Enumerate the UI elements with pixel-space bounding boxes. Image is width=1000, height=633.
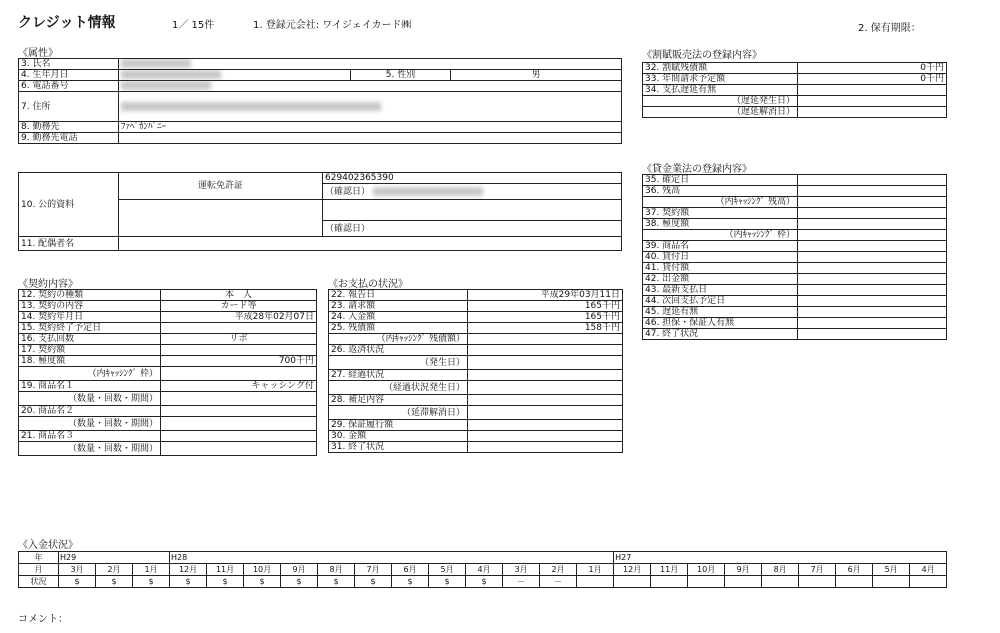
section-installment: 《割賦販売法の登録内容》	[642, 50, 762, 61]
status-cell	[614, 576, 651, 588]
status-cell: $	[318, 576, 355, 588]
redacted-confirm-date	[373, 187, 483, 196]
month-cell: 7月	[355, 564, 392, 576]
status-cell	[910, 576, 947, 588]
section-contract: 《契約内容》	[18, 279, 78, 290]
month-cell: 1月	[133, 564, 170, 576]
month-cell: 8月	[762, 564, 799, 576]
record-count: 1／ 15件	[172, 20, 215, 31]
month-cell: 2月	[96, 564, 133, 576]
row-dob: 4. 生年月日 5. 性別 男	[19, 70, 622, 81]
month-cell: 11月	[651, 564, 688, 576]
month-cell: 3月	[503, 564, 540, 576]
month-cell: 10月	[688, 564, 725, 576]
row-spouse: 11. 配偶者名	[19, 237, 622, 251]
redacted-dob	[121, 70, 221, 79]
status-cell	[873, 576, 910, 588]
row-phone: 6. 電話番号	[19, 81, 622, 92]
row-employer-phone: 9. 勤務先電話	[19, 133, 622, 144]
comment-label: コメント：	[18, 614, 68, 625]
status-cell: $	[170, 576, 207, 588]
deposit-table	[18, 551, 947, 588]
month-cell: 1月	[577, 564, 614, 576]
redacted-phone	[121, 81, 211, 90]
month-cell: 8月	[318, 564, 355, 576]
registrant-company: 1. 登録元会社: ワイジェイカード㈱	[253, 20, 412, 31]
page-title: クレジット情報	[18, 15, 116, 31]
redacted-name	[121, 59, 191, 68]
month-cell: 7月	[799, 564, 836, 576]
month-cell: 12月	[614, 564, 651, 576]
month-cell: 12月	[170, 564, 207, 576]
status-cell	[799, 576, 836, 588]
attributes-table	[18, 58, 622, 144]
contract-table: 12. 契約の種類 本 人 13. 契約の内容 カード等 14. 契約年月日 平成28年02月07日 15. 契約終了予定日 16. 支払回数 リボ 17. 契約額 18. 極度額 700千円 （内ｷｬｯｼﾝｸﾞ 枠） 19. 商品名１ キャッシング付 （数量・回数・期間） 20. 商品名２ （数量・回数・期間） 21. 商品名３ （数量・回数・期間）	[18, 289, 317, 456]
month-cell: 5月	[429, 564, 466, 576]
status-cell: $	[244, 576, 281, 588]
status-cell: $	[59, 576, 96, 588]
status-label: 状況	[19, 576, 59, 588]
status-cell: $	[96, 576, 133, 588]
payment-table: 22. 報告日 平成29年03月11日 23. 請求額 165千円 24. 入金額 165千円 25. 残債額 158千円 （内ｷｬｯｼﾝｸﾞ 残債額） 26. 返済状況 （発生日） 27. 経過状況 （経過状況発生日） 28. 補足内容 （延滞解消日） 29. 保証履行額 30. 金額 31. 終了状況	[328, 289, 623, 453]
moneylending-table: 35. 確定日 36. 残高 （内ｷｬｯｼﾝｸﾞ 残高） 37. 契約額 38. 極度額 （内ｷｬｯｼﾝｸﾞ 枠） 39. 商品名 40. 貸付日 41. 貸付額 42. 出金額 43. 最新支払日 44. 次回支払予定日 45. 遅延有無 46. 担保・保証人有無 47. 終了状況	[642, 174, 947, 340]
status-cell: －	[503, 576, 540, 588]
year-label: 年	[19, 552, 59, 564]
year-cell: H29	[59, 552, 170, 564]
status-cell: $	[281, 576, 318, 588]
month-cell: 10月	[244, 564, 281, 576]
redacted-address	[121, 102, 381, 111]
month-cell: 9月	[281, 564, 318, 576]
section-moneylending: 《貸金業法の登録内容》	[642, 164, 752, 175]
month-cell: 4月	[466, 564, 503, 576]
row-address: 7. 住所	[19, 92, 622, 122]
status-cell: $	[133, 576, 170, 588]
section-payment: 《お支払の状況》	[328, 279, 408, 290]
month-cell: 4月	[910, 564, 947, 576]
month-cell: 5月	[873, 564, 910, 576]
status-cell: －	[540, 576, 577, 588]
year-cell: H28	[170, 552, 614, 564]
status-cell: $	[355, 576, 392, 588]
month-cell: 6月	[836, 564, 873, 576]
month-cell: 9月	[725, 564, 762, 576]
section-deposit: 《入金状況》	[18, 540, 78, 551]
public-document-table: 10. 公的資料 運転免許証 629402365390 （確認日） （確認日） 11. 配偶者名	[18, 172, 622, 251]
installment-table: 32. 割賦残債額 0千円 33. 年間請求予定額 0千円 34. 支払遅延有無 （遅延発生日） （遅延解消日）	[642, 62, 947, 118]
row-employer: 8. 勤務先 ﾌｧﾍﾟｶﾝﾊﾟﾆｰ	[19, 122, 622, 133]
section-attributes: 《属性》	[18, 48, 58, 59]
row-name: 3. 氏名	[19, 59, 622, 70]
status-cell: $	[207, 576, 244, 588]
month-cell: 3月	[59, 564, 96, 576]
month-cell: 11月	[207, 564, 244, 576]
month-cell: 2月	[540, 564, 577, 576]
status-cell	[577, 576, 614, 588]
month-label: 月	[19, 564, 59, 576]
year-cell: H27	[614, 552, 947, 564]
retention-period: 2. 保有期限：	[858, 23, 921, 34]
status-cell: $	[466, 576, 503, 588]
status-cell: $	[429, 576, 466, 588]
status-cell	[836, 576, 873, 588]
status-cell	[688, 576, 725, 588]
status-cell	[651, 576, 688, 588]
status-cell	[725, 576, 762, 588]
month-cell: 6月	[392, 564, 429, 576]
status-cell	[762, 576, 799, 588]
status-cell: $	[392, 576, 429, 588]
